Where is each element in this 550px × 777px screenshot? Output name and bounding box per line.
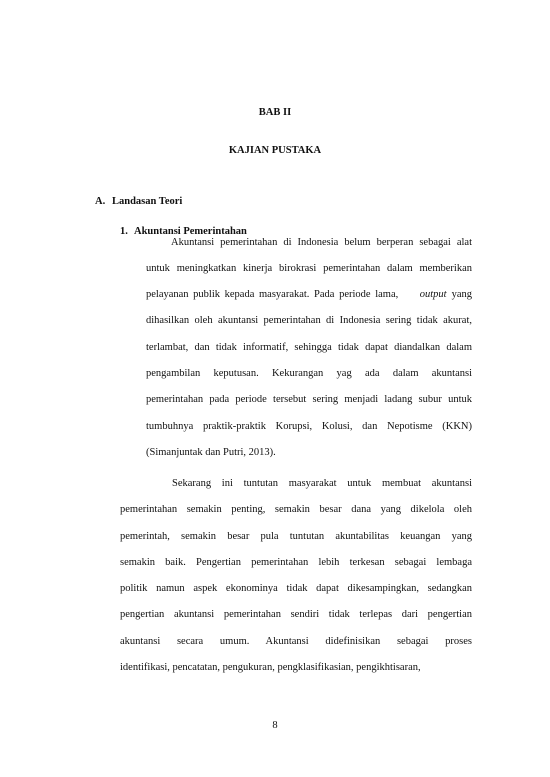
paragraph-line: (Simanjuntak dan Putri, 2013). bbox=[146, 447, 276, 458]
paragraph-line: Akuntansi pemerintahan di Indonesia belum berperan sebagai alat bbox=[171, 237, 472, 248]
line-text: pelayanan publik kepada masyarakat. Pada periode lama, bbox=[146, 289, 399, 300]
paragraph-line: Sekarang ini tuntutan masyarakat untuk membuat akuntansi bbox=[172, 478, 472, 489]
paragraph-line: untuk meningkatkan kinerja birokrasi pemerintahan dalam memberikan bbox=[146, 263, 472, 274]
chapter-heading: BAB II bbox=[258, 107, 292, 118]
paragraph-line: akuntansi secara umum. Akuntansi didefinisikan sebagai proses bbox=[120, 636, 472, 647]
section-number: A. bbox=[95, 196, 106, 207]
paragraph-line: pengertian akuntansi pemerintahan sendiri tidak terlepas dari pengertian bbox=[120, 609, 472, 620]
paragraph-line: dihasilkan oleh akuntansi pemerintahan di Indonesia sering tidak akurat, bbox=[146, 315, 472, 326]
subsection-number: 1. bbox=[120, 226, 128, 237]
paragraph-line: pemerintahan pada periode tersebut sering menjadi ladang subur untuk bbox=[146, 394, 472, 405]
line-text: yang bbox=[451, 289, 472, 300]
paragraph-line: politik namun aspek ekonominya tidak dapat dikesampingkan, sedangkan bbox=[120, 583, 472, 594]
paragraph-line: identifikasi, pencatatan, pengukuran, pengklasifikasian, pengikhtisaran, bbox=[120, 662, 421, 673]
chapter-title: KAJIAN PUSTAKA bbox=[228, 145, 322, 156]
paragraph-line bbox=[146, 289, 472, 300]
subsection-title: Akuntansi Pemerintahan bbox=[134, 226, 247, 237]
section-title: Landasan Teori bbox=[112, 196, 183, 207]
paragraph-line: pengambilan keputusan. Kekurangan yag ada dalam akuntansi bbox=[146, 368, 472, 379]
paragraph-line: pemerintah, semakin besar pula tuntutan akuntabilitas keuangan yang bbox=[120, 531, 472, 542]
italic-term: output bbox=[419, 289, 447, 300]
paragraph-line: pemerintahan semakin penting, semakin besar dana yang dikelola oleh bbox=[120, 504, 472, 515]
subsection-heading bbox=[120, 226, 247, 237]
line-tail bbox=[420, 289, 472, 300]
section-heading bbox=[95, 196, 182, 207]
paragraph-line: terlambat, dan tidak informatif, sehingga tidak dapat diandalkan dalam bbox=[146, 342, 472, 353]
paragraph-line: semakin baik. Pengertian pemerintahan lebih terkesan sebagai lembaga bbox=[120, 557, 472, 568]
paragraph-line: tumbuhnya praktik-praktik Korupsi, Kolusi, dan Nepotisme (KKN) bbox=[146, 421, 472, 432]
page-number: 8 bbox=[272, 720, 278, 731]
